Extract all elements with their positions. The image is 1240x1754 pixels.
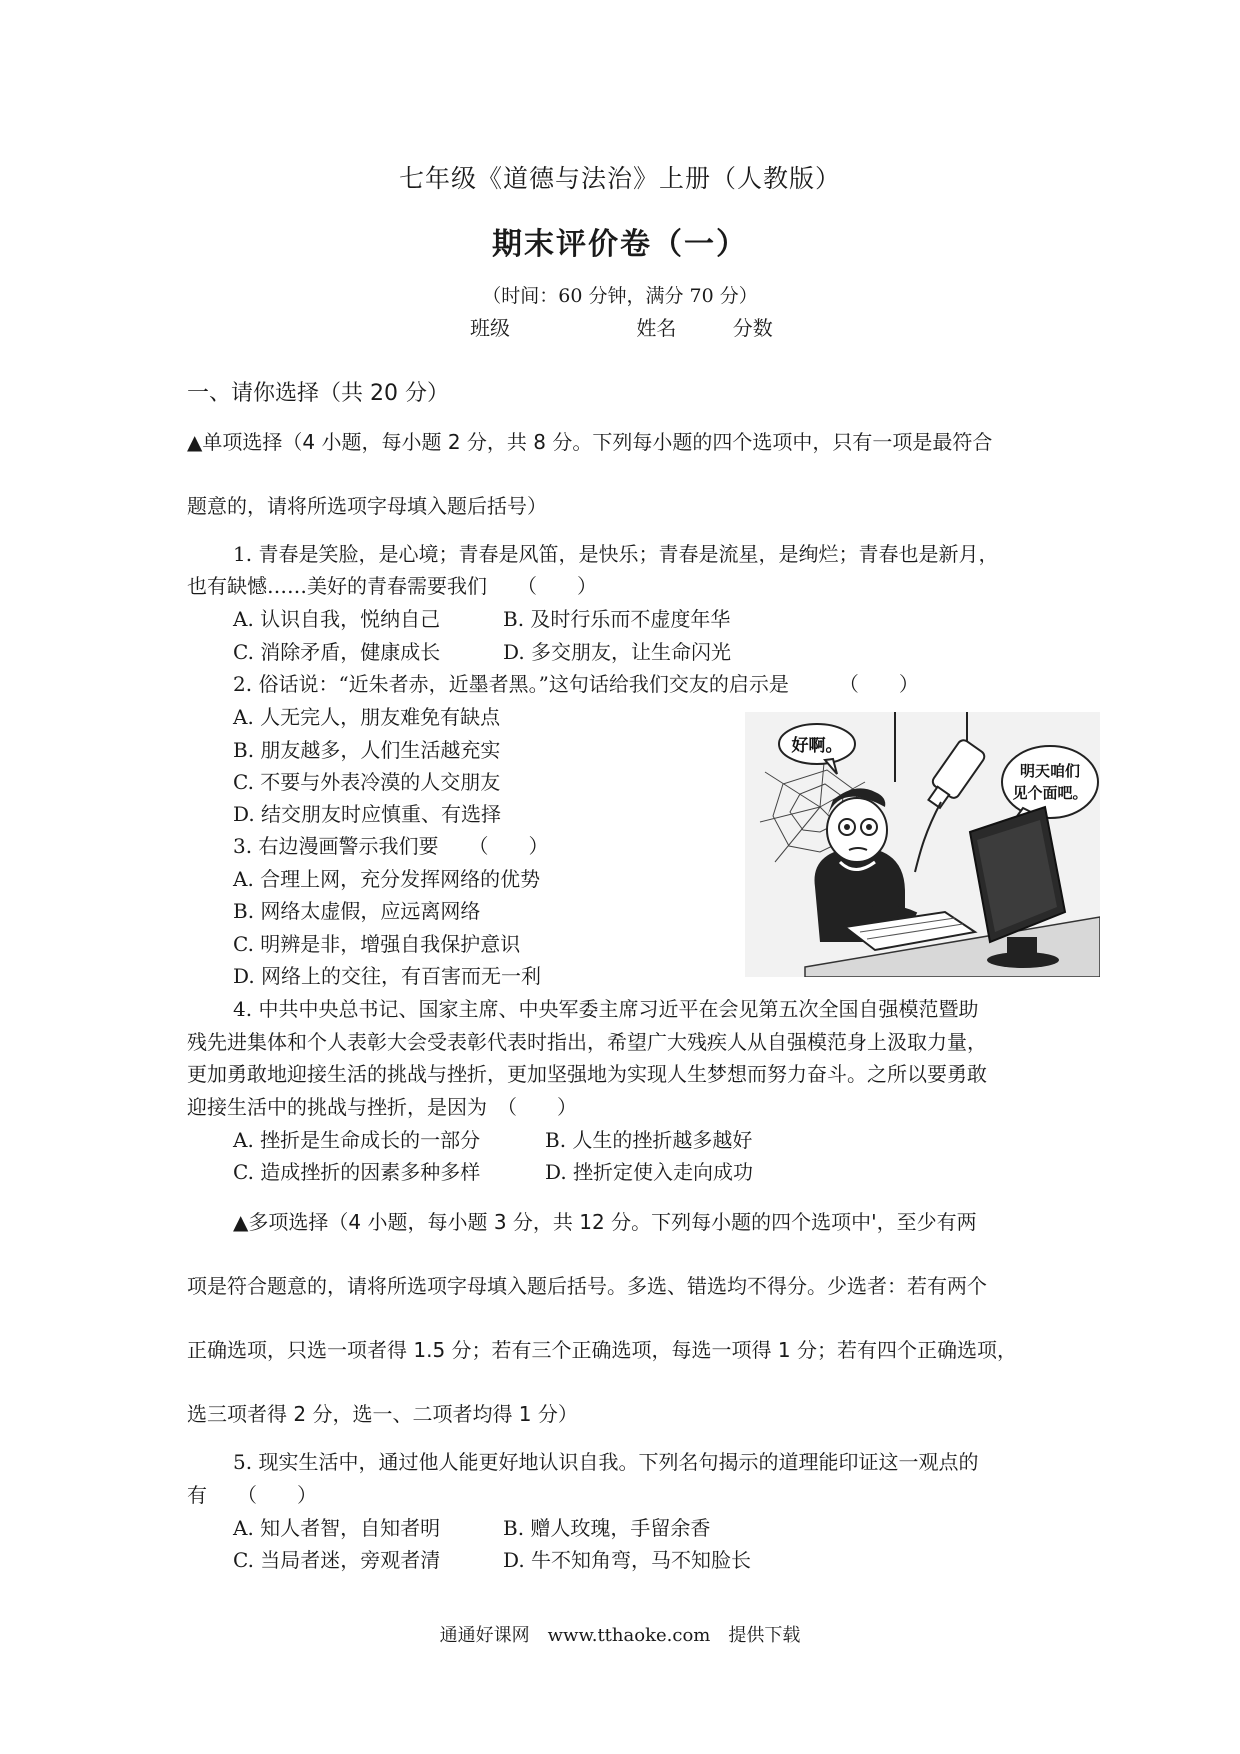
- cartoon-bubble-text-1: 好啊。: [791, 736, 843, 756]
- question-3-option-a: A. 合理上网，充分发挥网络的优势: [233, 867, 541, 891]
- cartoon-bubble-text-2b: 见个面吧。: [1012, 784, 1088, 802]
- question-3-option-c: C. 明辨是非，增强自我保护意识: [233, 932, 521, 956]
- multi-choice-instruction-line3: 正确选项，只选一项者得 1.5 分；若有三个正确选项，每选一项得 1 分；若有四个正确选项，: [187, 1338, 1017, 1362]
- question-1-option-d: D. 多交朋友，让生命闪光: [503, 640, 732, 664]
- question-3-option-d: D. 网络上的交往，有百害而无一利: [233, 964, 542, 988]
- question-5-option-d: D. 牛不知角弯，马不知脸长: [503, 1548, 752, 1572]
- question-4-stem-line2: 残先进集体和个人表彰大会受表彰代表时指出，希望广大残疾人从自强模范身上汲取力量，: [187, 1030, 987, 1054]
- paper-title: 七年级《道德与法治》上册（人教版）: [398, 164, 841, 193]
- multi-choice-instruction-line4: 选三项者得 2 分，选一、二项者均得 1 分）: [187, 1402, 578, 1426]
- class-label: 班级: [470, 316, 510, 340]
- question-2-option-d: D. 结交朋友时应慎重、有选择: [233, 802, 502, 826]
- question-4-stem-line4: 迎接生活中的挑战与挫折，是因为 （ ）: [187, 1095, 577, 1119]
- name-label: 姓名: [636, 316, 677, 340]
- question-3-option-b: B. 网络太虚假，应远离网络: [233, 899, 481, 923]
- question-2-stem: 2. 俗话说：“近朱者赤，近墨者黑。”这句话给我们交友的启示是 （ ）: [233, 672, 919, 696]
- question-3-stem: 3. 右边漫画警示我们要 （ ）: [233, 834, 549, 858]
- page-footer: 通通好课网 www.tthaoke.com 提供下载: [439, 1625, 801, 1646]
- time-info: （时间：60 分钟，满分 70 分）: [482, 285, 758, 307]
- question-2-option-c: C. 不要与外表冷漠的人交朋友: [233, 770, 501, 794]
- question-5-stem-line1: 5. 现实生活中，通过他人能更好地认识自我。下列名句揭示的道理能印证这一观点的: [233, 1450, 979, 1474]
- question-4-option-b: B. 人生的挫折越多越好: [545, 1128, 753, 1152]
- question-5-option-a: A. 知人者智，自知者明: [233, 1516, 441, 1540]
- question-1-option-b: B. 及时行乐而不虚度年华: [503, 607, 731, 631]
- question-4-option-d: D. 挫折定使入走向成功: [545, 1160, 754, 1184]
- question-1-option-a: A. 认识自我，悦纳自己: [233, 607, 441, 631]
- question-4-stem-line1: 4. 中共中央总书记、国家主席、中央军委主席习近平在会见第五次全国自强模范暨助: [233, 997, 979, 1021]
- question-2-option-a: A. 人无完人，朋友难免有缺点: [233, 705, 501, 729]
- question-2-option-b: B. 朋友越多，人们生活越充实: [233, 738, 501, 762]
- internet-safety-cartoon: [745, 712, 1100, 977]
- question-5-option-b: B. 赠人玫瑰，手留余香: [503, 1516, 711, 1540]
- student-info-fields: [470, 314, 773, 342]
- single-choice-instruction-line1: ▲单项选择（4 小题，每小题 2 分，共 8 分。下列每小题的四个选项中，只有一项是最符合: [187, 430, 993, 454]
- paper-subtitle: 期末评价卷（一）: [492, 227, 748, 262]
- question-1-stem-line1: 1. 青春是笑脸，是心境；青春是风笛，是快乐；青春是流星，是绚烂；青春也是新月，: [233, 542, 999, 566]
- cartoon-bubble-text-2a: 明天咱们: [1019, 762, 1081, 780]
- question-4-option-c: C. 造成挫折的因素多种多样: [233, 1160, 481, 1184]
- multi-choice-instruction-line2: 项是符合题意的，请将所选项字母填入题后括号。多选、错选均不得分。少选者：若有两个: [187, 1274, 987, 1298]
- single-choice-instruction-line2: 题意的，请将所选项字母填入题后括号）: [187, 494, 547, 518]
- section-heading: 一、请你选择（共 20 分）: [187, 381, 449, 406]
- question-4-option-a: A. 挫折是生命成长的一部分: [233, 1128, 481, 1152]
- multi-choice-instruction-line1: ▲多项选择（4 小题，每小题 3 分，共 12 分。下列每小题的四个选项中'，至少有两: [233, 1210, 977, 1234]
- question-5-stem-line2: 有 （ ）: [187, 1483, 317, 1507]
- question-1-stem-line2: 也有缺憾……美好的青春需要我们 （ ）: [187, 574, 597, 598]
- score-label: 分数: [732, 316, 773, 340]
- question-5-option-c: C. 当局者迷，旁观者清: [233, 1548, 441, 1572]
- question-4-stem-line3: 更加勇敢地迎接生活的挑战与挫折，更加坚强地为实现人生梦想而努力奋斗。之所以要勇敢: [187, 1062, 987, 1086]
- question-1-option-c: C. 消除矛盾，健康成长: [233, 640, 441, 664]
